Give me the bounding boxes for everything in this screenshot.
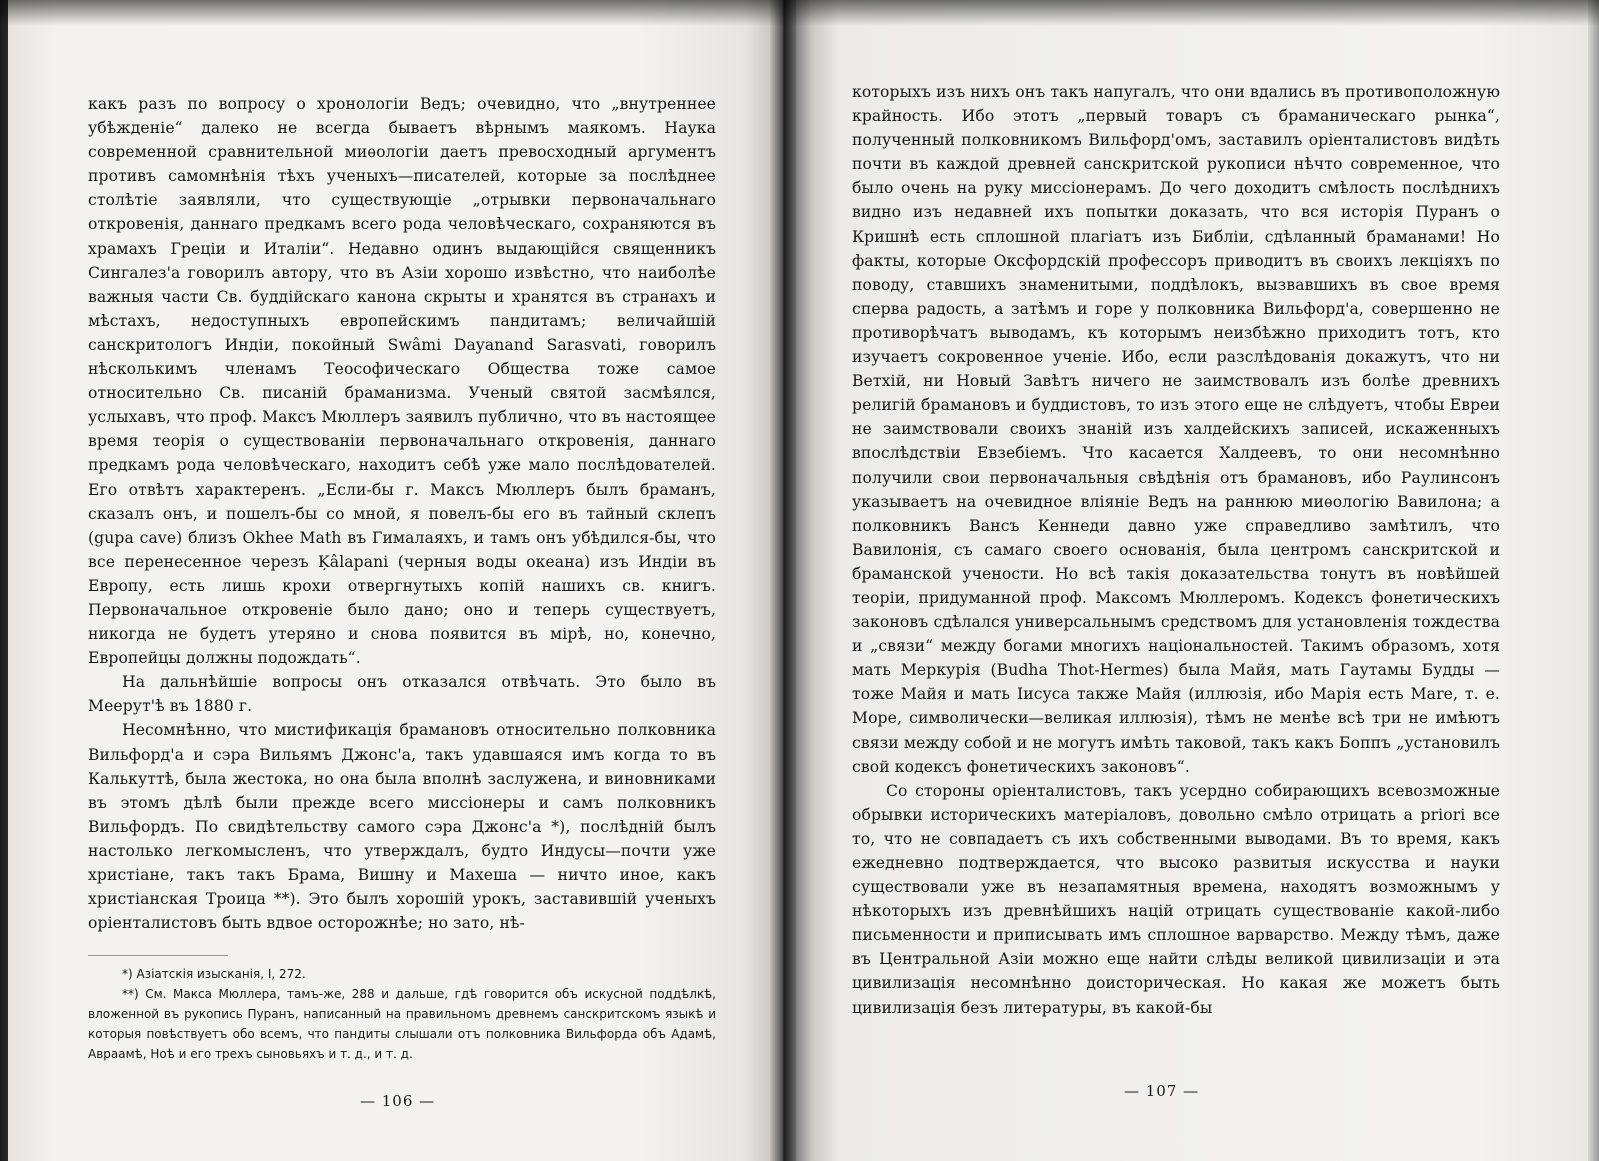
left-paragraph: какъ разъ по вопросу о хронологіи Ведъ; очевидно, что „внутреннее убѣжденіе“ далеко не всегда бываетъ вѣрнымъ маякомъ. Наука современной сравнительной миѳологіи даетъ превосходный аргументъ противъ самомнѣнія тѣхъ ученыхъ—писателей, которые за послѣднее столѣтіе заявляли, что существующіе „отрывки первоначальнаго откровенія, даннаго предкамъ всего рода человѣческаго, сохраняются въ храмахъ Греціи и Италіи“. Недавно одинъ выдающійся священникъ Сингалез'а говорилъ автору, что въ Азіи хорошо извѣстно, что наиболѣе важныя части Св. буддійскаго канона скрыты и хранятся въ странахъ и мѣстахъ, недоступныхъ европейскимъ пандитамъ; величайшій санскритологъ Индіи, покойный Swâmi Dayanand Sarasvati, говорилъ нѣсколькимъ членамъ Теософическаго Общества тоже самое относительно Св. писаній браманизма. Ученый святой засмѣялся, услыхавъ, что проф. Максъ Мюллеръ заявилъ публично, что въ настоящее время теорія о существованіи первоначальнаго откровенія, даннаго предкамъ рода человѣческаго, находитъ себѣ уже мало послѣдователей. Его отвѣтъ характеренъ. „Если-бы г. Максъ Мюллеръ былъ браманъ, сказалъ онъ, и пошелъ-бы со мной, я повелъ-бы его въ тайный склепъ (gupa cave) близъ Okhee Math въ Гималаяхъ, и тамъ онъ убѣдился-бы, что все перенесенное черезъ Ķâlapani (черныя воды океана) изъ Индіи въ Европу, есть лишь крохи отвергнутыхъ копій нашихъ св. книгъ. Первоначальное откровеніе было дано; оно и теперь существуетъ, никогда не будетъ утеряно и снова появится въ мірѣ, но, конечно, Европейцы должны подождать“. xyxy=(88,95,716,668)
footnote-rule xyxy=(88,955,228,956)
right-paragraph: которыхъ изъ нихъ онъ такъ напугалъ, что они вдались въ противоположную крайность. Ибо этотъ „первый товаръ съ браманическаго рынка“, полученный полковникомъ Вильфорд'омъ, заставилъ оріенталистовъ видѣть почти въ каждой древней санскритской рукописи нѣчто современное, что было очень на руку миссіонерамъ. До чего доходитъ смѣлость послѣднихъ видно изъ недавней ихъ попытки доказать, что вся исторія Пуранъ о Кришнѣ есть сплошной плагіатъ изъ Библіи, сдѣланный браманами! Но факты, которые Оксфордскій профессоръ приводитъ въ своихъ лекціяхъ по поводу, ставшихъ знаменитыми, поддѣлокъ, вызвавшихъ въ свое время сперва радость, а затѣмъ и горе у полковника Вильфорд'а, совершенно не противорѣчатъ выводамъ, къ которымъ неизбѣжно приходитъ тотъ, кто изучаетъ сокровенное ученіе. Ибо, если разслѣдованія докажутъ, что ни Ветхій, ни Новый Завѣтъ ничего не заимствовалъ изъ болѣе древнихъ религій брамановъ и буддистовъ, то изъ этого еще не слѣдуетъ, чтобы Евреи не заимствовали своихъ знаній изъ халдейскихъ записей, искаженныхъ впослѣдствіи Евзебіемъ. Что касается Халдеевъ, то они несомнѣнно получили свои первоначальныя свѣдѣнія отъ брамановъ, ибо Раулинсонъ указываетъ на очевидное вліяніе Ведъ на раннюю миѳологію Вавилона; а полковникъ Вансъ Кеннеди давно уже справедливо замѣтилъ, что Вавилонія, съ самаго своего основанія, была центромъ санскритской и браманской учености. Но всѣ такія доказательства тонутъ въ новѣйшей теоріи, придуманной проф. Максомъ Мюллеромъ. Кодексъ фонетическихъ законовъ сдѣлался универсальнымъ средствомъ для установленія тождества и „связи“ между богами многихъ національностей. Такимъ образомъ, хотя мать Меркурія (Budha Thot-Hermes) была Майя, мать Гаутамы Будды — тоже Майя и мать Іисуса также Майя (иллюзія, ибо Марія есть Mare, т. е. Море, символически—великая иллюзія), тѣмъ не менѣе всѣ три не имѣютъ связи между собой и не могутъ имѣть таковой, такъ какъ Боппъ „установилъ свой кодексъ фонетическихъ законовъ“. xyxy=(852,83,1500,776)
page-number-right: — 107 — xyxy=(1124,1082,1200,1100)
left-paragraph: Несомнѣнно, что мистификація брамановъ относительно полковника Вильфорд'а и сэра Вильямъ Джонс'а, такъ удавшаяся имъ когда то въ Калькуттѣ, была жестока, но она была вполнѣ заслужена, и виновниками въ этомъ дѣлѣ были прежде всего миссіонеры и самъ полковникъ Вильфордъ. По свидѣтельству самого сэра Джонс'а *), послѣдній былъ настолько легкомысленъ, что утверждалъ, будто Индусы—почти уже христіане, такъ такъ Брама, Вишну и Махеша — ничто иное, какъ христіанская Троица **). Это былъ хорошій урокъ, заставившій ученыхъ оріенталистовъ быть вдвое осторожнѣе; но зато, нѣ- xyxy=(88,721,716,933)
right-page-body xyxy=(852,80,1500,1020)
right-page xyxy=(788,0,1588,1161)
right-paragraph: Со стороны оріенталистовъ, такъ усердно собирающихъ всевозможные обрывки историческихъ матеріаловъ, довольно смѣло отрицать a priori все то, что не совпадаетъ съ ихъ собственными выводами. Въ то время, какъ ежедневно подтверждается, что высоко развитыя искусства и науки существовали уже въ незапамятныя времена, находятъ возможнымъ у нѣкоторыхъ изъ древнѣйшихъ націй отрицать существованіе какой-либо письменности и приписывать имъ сплошное варварство. Между тѣмъ, даже въ Центральной Азіи можно еще найти слѣды великой цивилизаціи и эта цивилизація несомнѣнно доисторическая. Но какая же можетъ быть цивилизація безъ литературы, въ какой-бы xyxy=(852,781,1500,1017)
book-gutter xyxy=(770,0,796,1161)
left-page xyxy=(8,0,784,1161)
scan-shadow xyxy=(0,0,1599,26)
footnote: *) Азіатскія изысканія, I, 272. xyxy=(122,967,306,981)
page-edge xyxy=(1588,0,1599,1161)
footnote: **) См. Макса Мюллера, тамъ-же, 288 и дальше, гдѣ говорится объ искусной поддѣлкѣ, вложенной въ рукопись Пуранъ, написанный на правильномъ древнемъ санскритскомъ языкѣ и которыя повѣствуетъ обо всемъ, что пандиты слышали отъ полковника Вильфорда объ Адамѣ, Авраамѣ, Ноѣ и его трехъ сыновьяхъ и т. д., и т. д. xyxy=(88,987,716,1061)
left-paragraph: На дальнѣйшіе вопросы онъ отказался отвѣчать. Это было въ Меерут'ѣ въ 1880 г. xyxy=(88,673,716,716)
footnotes xyxy=(88,964,716,1064)
left-page-body xyxy=(88,92,716,935)
page-number-left: — 106 — xyxy=(360,1092,436,1110)
